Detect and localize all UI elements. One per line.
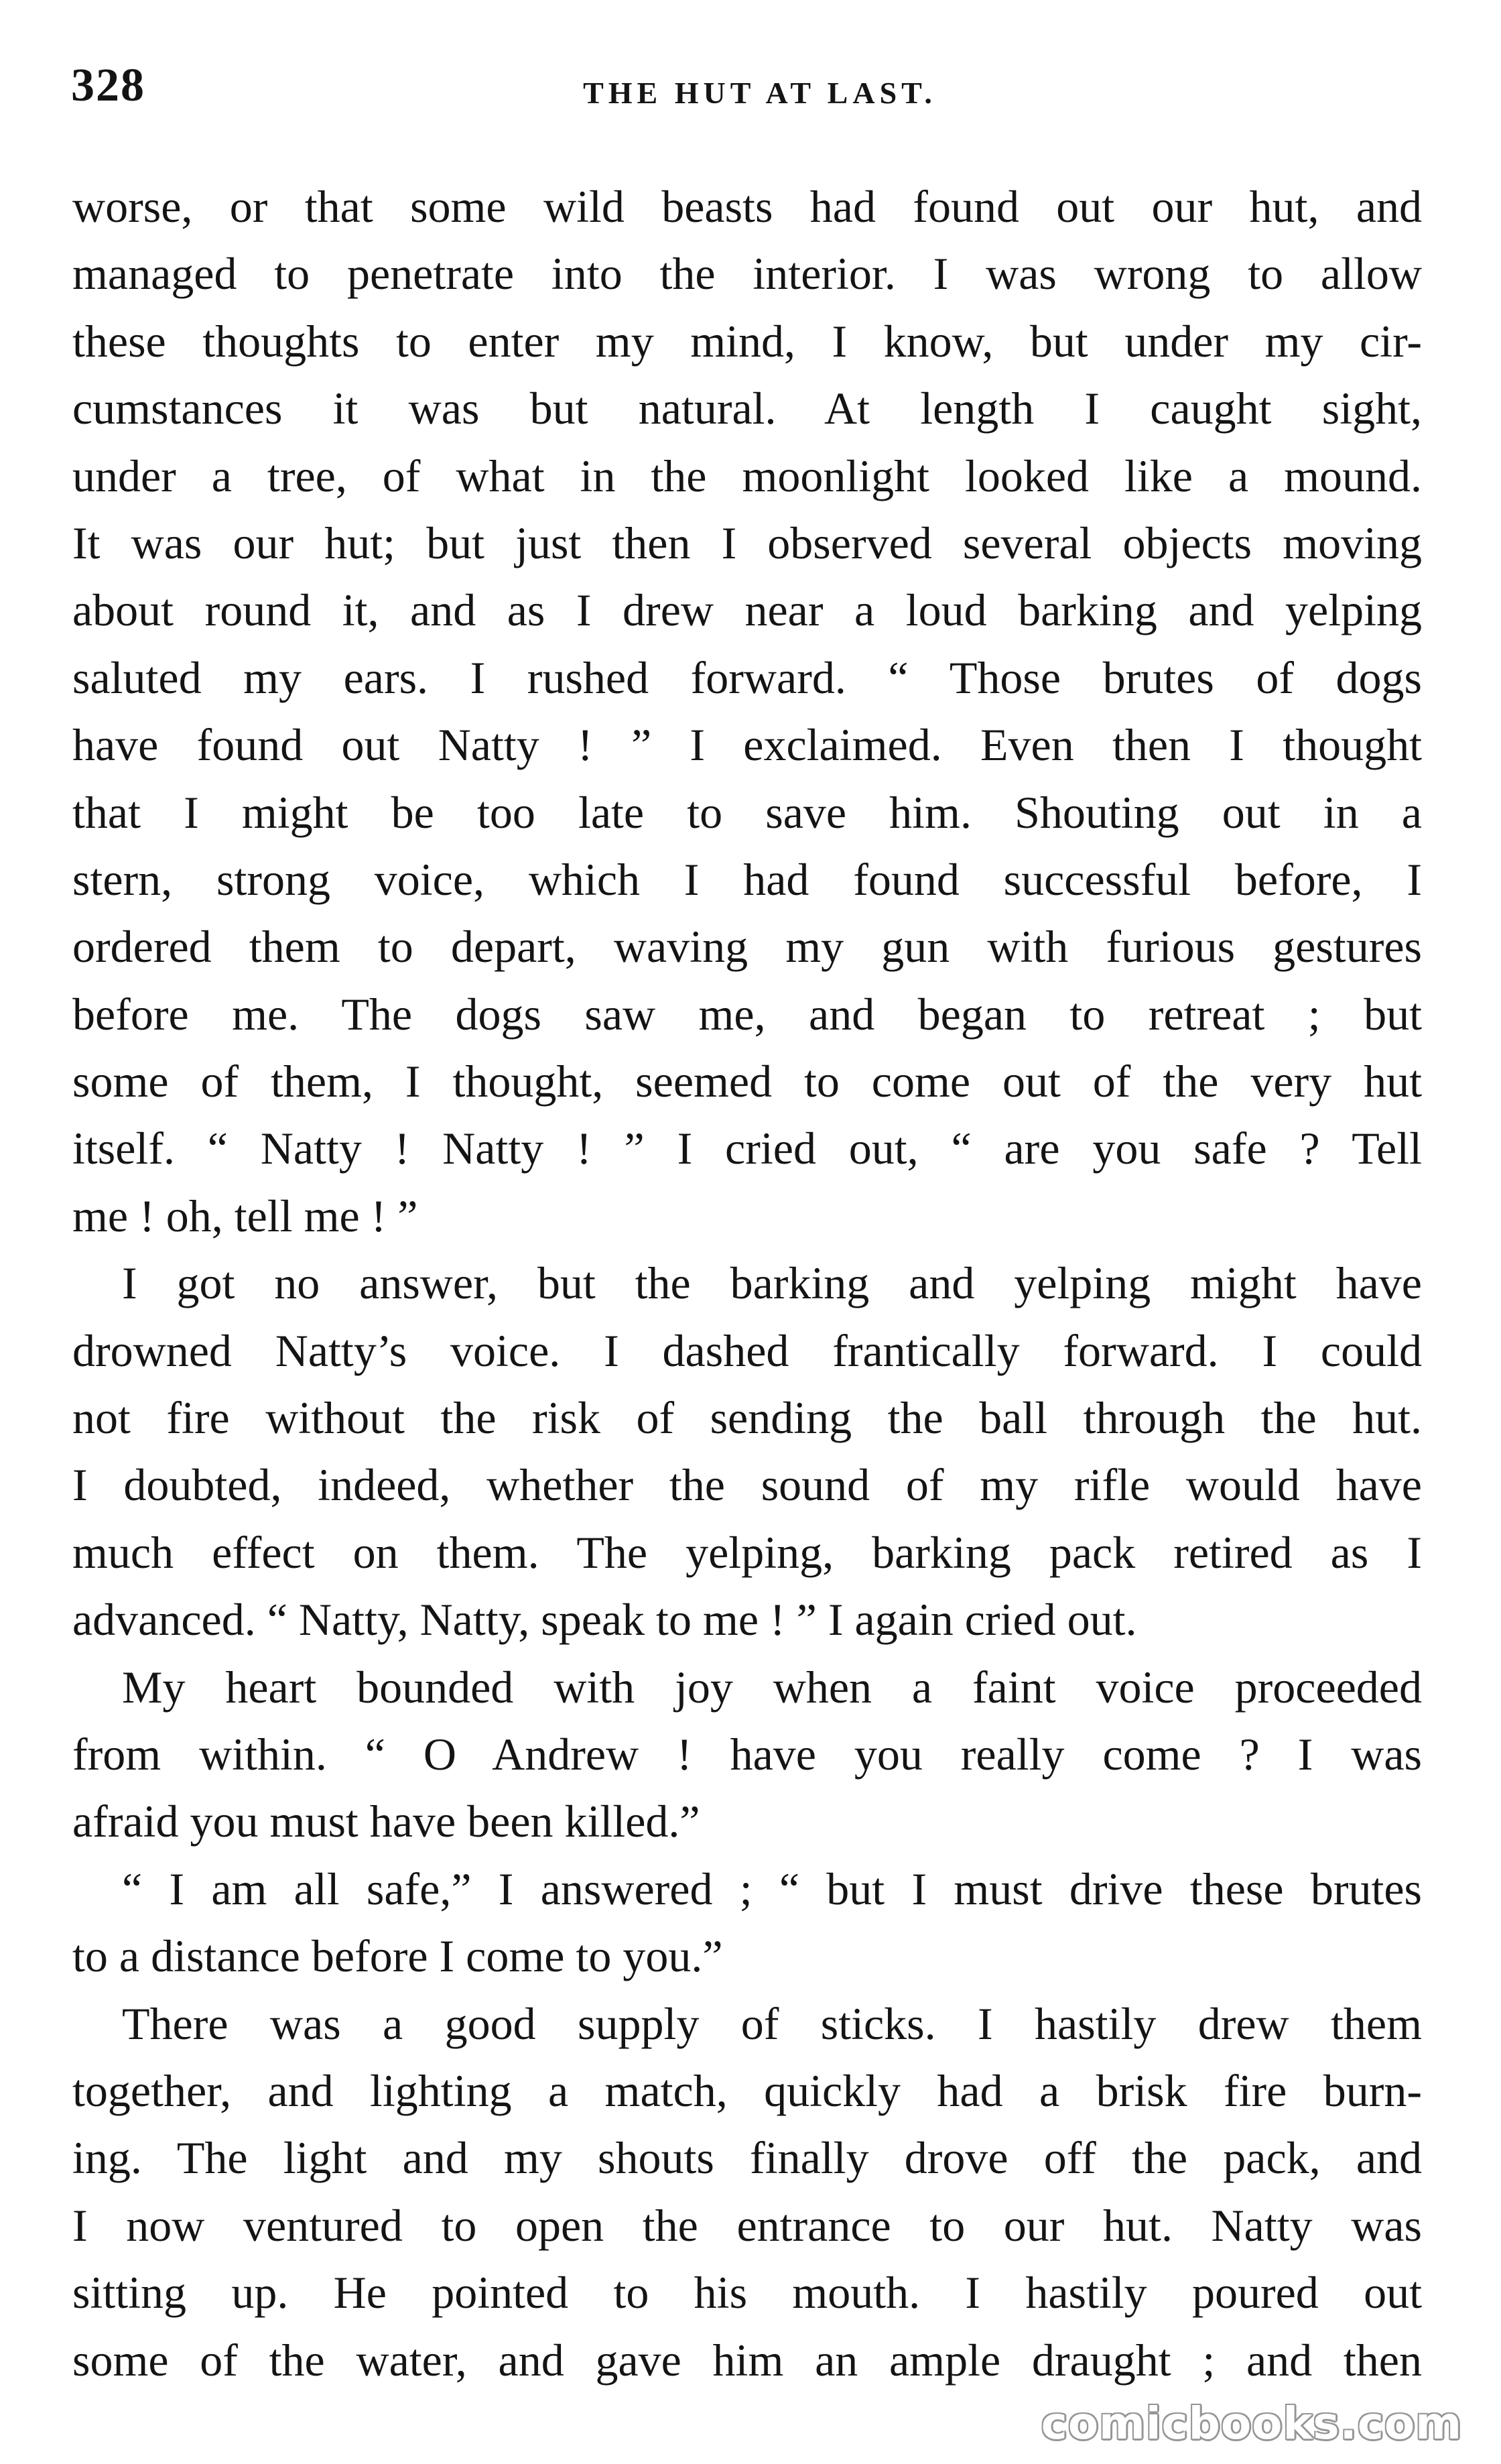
text-line: There was a good supply of sticks. I hastily drew them — [122, 1997, 1422, 2049]
text-line: I now ventured to open the entrance to our hut. Natty was — [72, 2199, 1422, 2251]
text-line: together, and lighting a match, quickly had a brisk fire burn- — [72, 2065, 1422, 2116]
text-line: from within. “ O Andrew ! have you really come ? I was — [72, 1728, 1422, 1780]
text-line: about round it, and as I drew near a loud barking and yelping — [72, 584, 1422, 636]
text-line: some of the water, and gave him an ample draught ; and then — [72, 2334, 1422, 2386]
text-line: itself. “ Natty ! Natty ! ” I cried out, “ are you safe ? Tell — [72, 1123, 1422, 1174]
running-head — [71, 59, 1422, 119]
watermark: comicbooks.com — [1041, 2398, 1462, 2449]
running-title: THE HUT AT LAST. — [583, 76, 937, 110]
text-line: these thoughts to enter my mind, I know, but under my cir- — [72, 315, 1422, 367]
text-line: My heart bounded with joy when a faint voice proceeded — [122, 1661, 1422, 1713]
text-line: I got no answer, but the barking and yelping might have — [122, 1257, 1422, 1309]
text-line: “ I am all safe,” I answered ; “ but I must drive these brutes — [122, 1863, 1422, 1914]
text-line: It was our hut; but just then I observed several objects moving — [72, 517, 1422, 568]
text-line: under a tree, of what in the moonlight looked like a mound. — [72, 450, 1422, 501]
text-line: before me. The dogs saw me, and began to retreat ; but — [72, 988, 1422, 1040]
text-line: drowned Natty’s voice. I dashed frantically forward. I could — [72, 1325, 1422, 1376]
text-line: ing. The light and my shouts finally drove off the pack, and — [72, 2132, 1422, 2184]
text-line: that I might be too late to save him. Shouting out in a — [72, 786, 1422, 838]
body-text — [72, 173, 1422, 2394]
text-line: stern, strong voice, which I had found successful before, I — [72, 853, 1422, 905]
text-line: much effect on them. The yelping, barking pack retired as I — [72, 1526, 1422, 1578]
page-number: 328 — [71, 60, 145, 111]
text-line: some of them, I thought, seemed to come out of the very hut — [72, 1056, 1422, 1107]
text-line: have found out Natty ! ” I exclaimed. Even then I thought — [72, 719, 1422, 771]
text-line: me ! oh, tell me ! ” — [72, 1190, 418, 1241]
text-line: afraid you must have been killed.” — [72, 1796, 700, 1847]
text-line: ordered them to depart, waving my gun with furious gestures — [72, 921, 1422, 973]
text-line: I doubted, indeed, whether the sound of my rifle would have — [72, 1459, 1422, 1511]
text-line: cumstances it was but natural. At length I caught sight, — [72, 383, 1422, 434]
text-line: not fire without the risk of sending the ball through the hut. — [72, 1392, 1422, 1444]
text-line: saluted my ears. I rushed forward. “ Those brutes of dogs — [72, 652, 1422, 703]
text-line: sitting up. He pointed to his mouth. I hastily poured out — [72, 2267, 1422, 2319]
text-line: advanced. “ Natty, Natty, speak to me ! ” I again cried out. — [72, 1594, 1137, 1646]
text-line: worse, or that some wild beasts had found out our hut, and — [72, 181, 1422, 232]
text-line: to a distance before I come to you.” — [72, 1930, 723, 1982]
text-line: managed to penetrate into the interior. I was wrong to allow — [72, 248, 1422, 300]
